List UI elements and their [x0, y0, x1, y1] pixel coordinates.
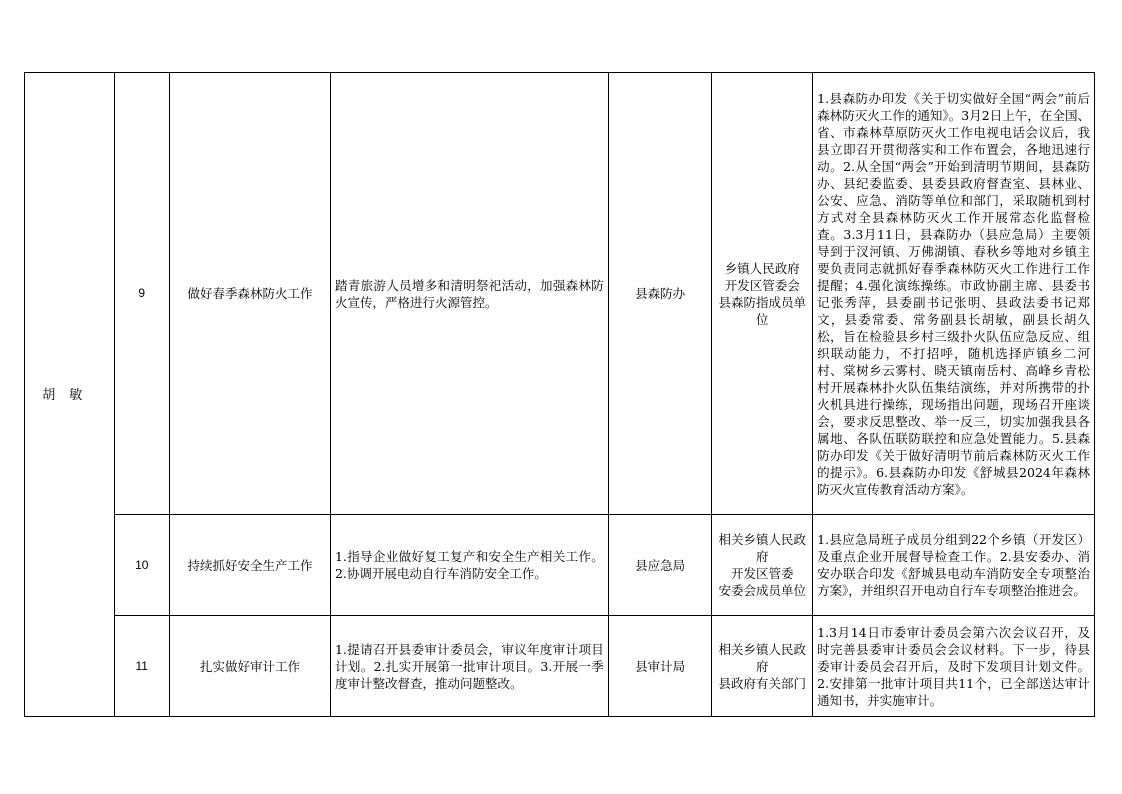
task-name: 扎实做好审计工作: [169, 616, 330, 717]
lead-unit: 县应急局: [608, 515, 712, 616]
leader-name: 胡敏: [42, 387, 97, 403]
lead-unit: 县森防办: [608, 73, 712, 515]
table-row: [25, 73, 1095, 515]
progress-text: 1.县应急局班子成员分组到22个乡镇（开发区）及重点企业开展督导检查工作。2.县安委办、消安办联合印发《舒城县电动车消防安全专项整治方案》，并组织召开电动自行车专项整治推进会。: [817, 532, 1090, 598]
table-row: [25, 616, 1095, 717]
task-name: 做好春季森林防火工作: [169, 73, 330, 515]
responsible-units: 乡镇人民政府 开发区管委会 县森防指成员单位: [718, 260, 807, 327]
measures-text: 踏青旅游人员增多和清明祭祀活动，加强森林防火宣传，严格进行火源管控。: [334, 277, 604, 310]
measures-text: 1.提请召开县委审计委员会，审议年度审计项目计划。2.扎实开展第一批审计项目。3.开展一季度审计整改督查，推动问题整改。: [334, 641, 604, 691]
responsible-units: 相关乡镇人民政府 县政府有关部门: [718, 641, 807, 691]
row-number: 11: [114, 616, 169, 717]
measures-text: 1.指导企业做好复工复产和安全生产相关工作。2.协调开展电动自行车消防安全工作。: [334, 549, 604, 581]
progress-text: 1.3月14日市委审计委员会第六次会议召开，及时完善县委审计委员会会议材料。下一步，待县委审计委员会召开后，及时下发项目计划文件。2.安排第一批审计项目共11个，已全部送达审计通知书，并实施审计。: [817, 624, 1090, 708]
leader-cell: [25, 73, 115, 717]
responsible-units: 相关乡镇人民政府 开发区管委 安委会成员单位: [718, 532, 807, 598]
task-table: [24, 72, 1095, 717]
task-name: 持续抓好安全生产工作: [169, 515, 330, 616]
row-number: 10: [114, 515, 169, 616]
lead-unit: 县审计局: [608, 616, 712, 717]
table-row: [25, 515, 1095, 616]
row-number: 9: [114, 73, 169, 515]
progress-text: 1.县森防办印发《关于切实做好全国“两会”前后森林防灭火工作的通知》。3月2日上午，在全国、省、市森林草原防灭火工作电视电话会议后，我县立即召开贯彻落实和工作布置会，各地迅速行动。2.从全国“两会”开始到清明节期间，县森防办、县纪委监委、县委县政府督查室、县林业、公安、应急、消防等单位和部门，采取随机到村方式对全县森林防灭火工作开展常态化监督检查。3.3月11日，县森防办（县应急局）主要领导到于汊河镇、万佛湖镇、春秋乡等地对乡镇主要负责同志就抓好春季森林防灭火工作进行工作提醒；4.强化演练操练。市政协副主席、县委书记张秀萍，县委副书记张明、县政法委书记郑文，县委常委、常务副县长胡敏，副县长胡久松，旨在检验县乡村三级扑火队伍应急反应、组织联动能力，不打招呼，随机选择庐镇乡二河村、棠树乡云雾村、晓天镇南岳村、高峰乡青松村开展森林扑火队伍集结演练，并对所携带的扑火机具进行操练，现场指出问题，现场召开座谈会，要求反思整改、举一反三，切实加强我县各属地、各队伍联防联控和应急处置能力。5.县森防办印发《关于做好清明节前后森林防灭火工作的提示》。6.县森防办印发《舒城县2024年森林防灭火宣传教育活动方案》。: [817, 90, 1090, 497]
